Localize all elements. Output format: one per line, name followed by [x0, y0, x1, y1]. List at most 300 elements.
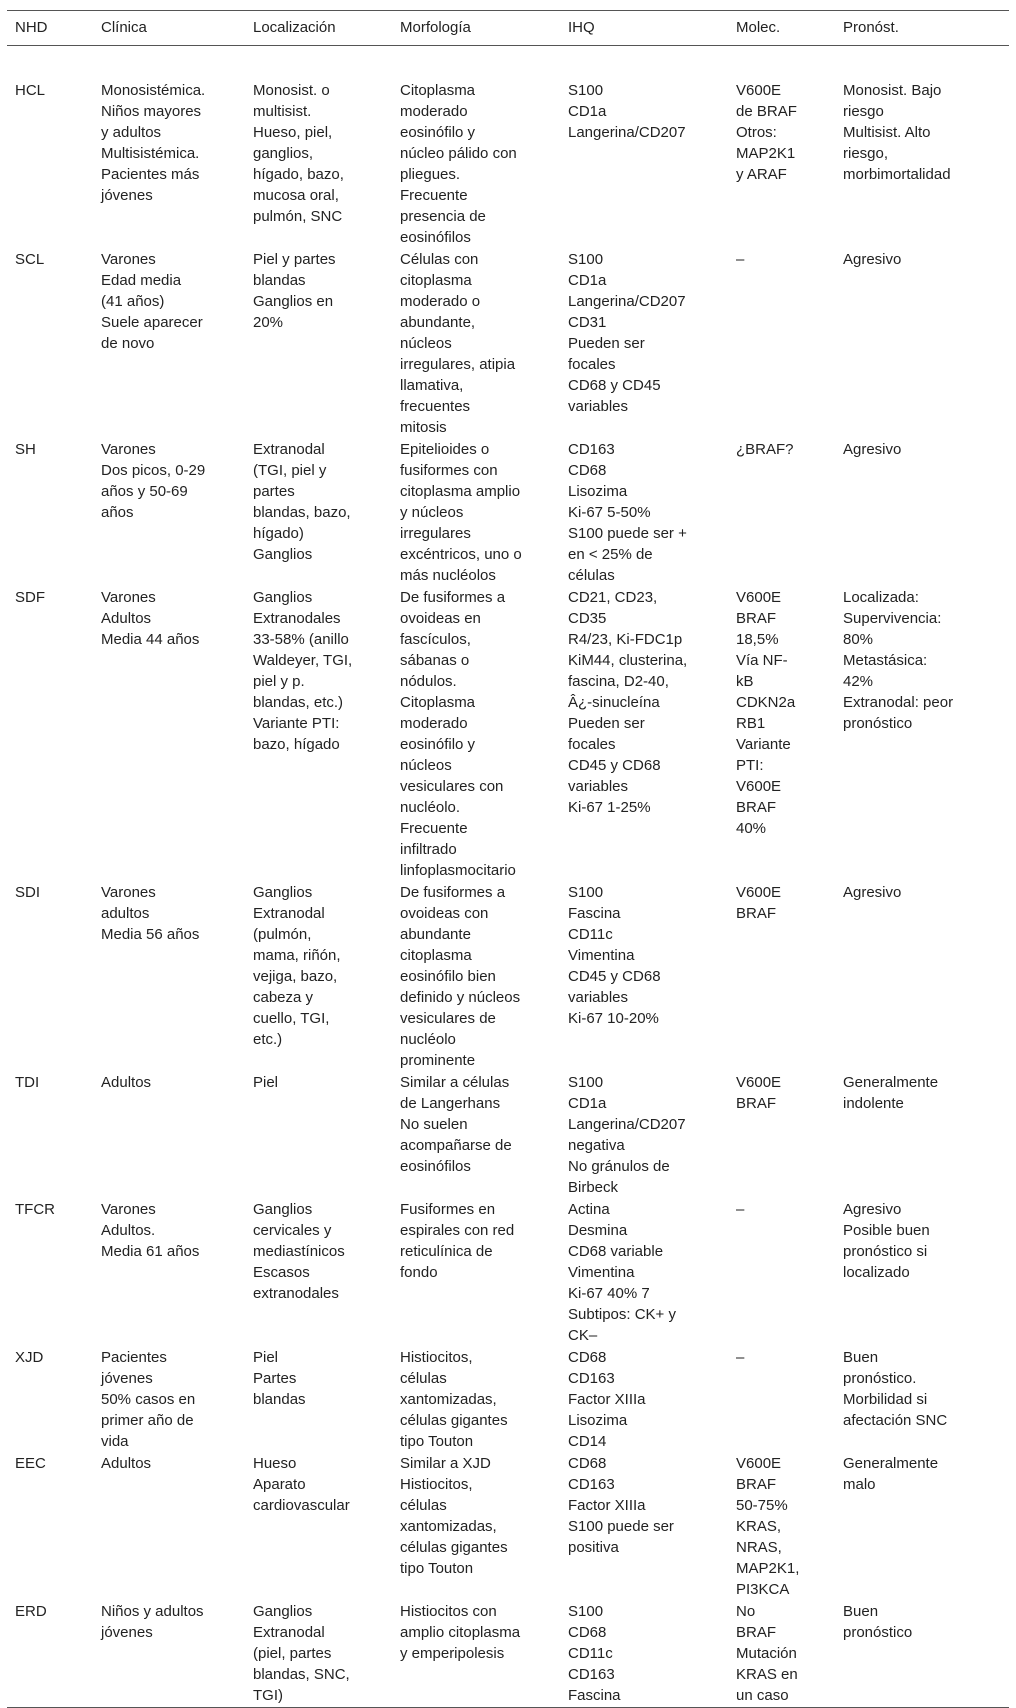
cell-clinica	[93, 1453, 245, 1601]
cell-line: No suelen	[400, 1116, 468, 1133]
cell-line: Suele aparecer	[101, 314, 203, 331]
cell-line: TGI)	[253, 1687, 283, 1704]
cell-line: Monosistémica.	[101, 82, 206, 99]
cell-line: CD163	[568, 441, 615, 458]
cell-line: en < 25% de	[568, 546, 653, 563]
cell-line: KRAS en	[736, 1666, 798, 1683]
cell-line: Factor XIIIa	[568, 1391, 646, 1408]
cell-line: y ARAF	[736, 166, 787, 183]
cell-ihq	[560, 1601, 728, 1708]
cell-line: Hueso	[253, 1455, 297, 1472]
cell-line: variables	[568, 398, 629, 415]
cell-line: Citoplasma	[400, 694, 476, 711]
cell-line: Similar a células	[400, 1074, 510, 1091]
cell-line: ¿BRAF?	[736, 441, 794, 458]
cell-line: CD163	[568, 1370, 615, 1387]
cell-line: ERD	[15, 1603, 47, 1620]
cell-line: Niños y adultos	[101, 1603, 204, 1620]
cell-line: Agresivo	[843, 441, 902, 458]
cell-nhd	[7, 249, 93, 439]
cell-line: CD11c	[568, 926, 613, 943]
cell-pronost	[835, 1199, 1009, 1347]
cell-molec	[728, 1199, 835, 1347]
cell-line: Desmina	[568, 1222, 628, 1239]
cell-line: citoplasma	[400, 947, 472, 964]
cell-clinica	[93, 439, 245, 587]
cell-line: Variante PTI:	[253, 715, 340, 732]
cell-line: fondo	[400, 1264, 438, 1281]
cell-line: S100	[568, 1603, 604, 1620]
cell-nhd	[7, 1072, 93, 1199]
cell-nhd	[7, 1199, 93, 1347]
cell-line: Langerina/CD207	[568, 1116, 686, 1133]
cell-line: Similar a XJD	[400, 1455, 491, 1472]
cell-line: Langerina/CD207	[568, 293, 686, 310]
cell-line: hígado)	[253, 525, 304, 542]
cell-line: Supervivencia:	[843, 610, 942, 627]
cell-line: Multisist. Alto	[843, 124, 931, 141]
cell-morfologia	[392, 882, 560, 1072]
histiocytic-neoplasms-table	[7, 10, 1009, 1708]
cell-ihq	[560, 1347, 728, 1453]
cell-line: cardiovascular	[253, 1497, 350, 1514]
cell-line: linfoplasmocitario	[400, 862, 516, 879]
cell-line: Edad media	[101, 272, 182, 289]
cell-line: V600E	[736, 1455, 782, 1472]
cell-line: 20%	[253, 314, 284, 331]
cell-line: bazo, hígado	[253, 736, 340, 753]
cell-line: Piel y partes	[253, 251, 336, 268]
cell-line: vesiculares con	[400, 778, 504, 795]
cell-line: Partes	[253, 1370, 297, 1387]
cell-line: prominente	[400, 1052, 476, 1069]
cell-line: pliegues.	[400, 166, 461, 183]
cell-line: BRAF	[736, 799, 777, 816]
cell-line: V600E	[736, 884, 782, 901]
cell-localizacion	[245, 587, 392, 882]
cell-morfologia	[392, 1199, 560, 1347]
cell-line: Generalmente	[843, 1074, 939, 1091]
cell-line: moderado o	[400, 293, 481, 310]
cell-line: CD35	[568, 610, 607, 627]
cell-line: reticulínica de	[400, 1243, 493, 1260]
cell-line: V600E	[736, 1074, 782, 1091]
cell-line: un caso	[736, 1687, 789, 1704]
cell-line: malo	[843, 1476, 876, 1493]
cell-line: nucléolo.	[400, 799, 461, 816]
cell-line: sábanas o	[400, 652, 470, 669]
cell-morfologia	[392, 1601, 560, 1708]
cell-line: Frecuente	[400, 820, 468, 837]
cell-line: Varones	[101, 884, 156, 901]
cell-pronost	[835, 46, 1009, 250]
cell-line: adultos	[101, 905, 150, 922]
cell-line: fusiformes con	[400, 462, 498, 479]
cell-line: CD68	[568, 462, 607, 479]
cell-line: mitosis	[400, 419, 447, 436]
header-morfologia: Morfología	[400, 19, 471, 36]
cell-line: Ganglios en	[253, 293, 334, 310]
cell-line: –	[736, 1349, 745, 1366]
cell-line: ovoideas en	[400, 610, 481, 627]
cell-line: hígado, bazo,	[253, 166, 344, 183]
cell-clinica	[93, 249, 245, 439]
cell-line: extranodales	[253, 1285, 339, 1302]
cell-line: V600E	[736, 82, 782, 99]
cell-line: Citoplasma	[400, 82, 476, 99]
cell-line: Adultos.	[101, 1222, 156, 1239]
cell-line: Extranodal	[253, 905, 325, 922]
table-row	[7, 587, 1009, 882]
cell-line: células	[400, 1497, 447, 1514]
cell-line: moderado	[400, 715, 468, 732]
cell-molec	[728, 439, 835, 587]
cell-line: cuello, TGI,	[253, 1010, 330, 1027]
cell-line: CD1a	[568, 1095, 607, 1112]
cell-molec	[728, 882, 835, 1072]
cell-nhd	[7, 46, 93, 250]
cell-line: Media 44 años	[101, 631, 200, 648]
cell-line: Factor XIIIa	[568, 1497, 646, 1514]
cell-line: CD45 y CD68	[568, 968, 661, 985]
cell-line: eosinófilos	[400, 1158, 471, 1175]
cell-line: de BRAF	[736, 103, 797, 120]
cell-nhd	[7, 882, 93, 1072]
cell-line: moderado	[400, 103, 468, 120]
cell-line: Extranodal: peor	[843, 694, 954, 711]
cell-line: eosinófilos	[400, 229, 471, 246]
cell-nhd	[7, 1601, 93, 1708]
cell-line: pronóstico	[843, 715, 913, 732]
cell-line: citoplasma	[400, 272, 472, 289]
cell-line: xantomizadas,	[400, 1391, 497, 1408]
table-row	[7, 1601, 1009, 1708]
cell-line: Agresivo	[843, 251, 902, 268]
cell-localizacion	[245, 1601, 392, 1708]
cell-morfologia	[392, 1072, 560, 1199]
cell-line: infiltrado	[400, 841, 457, 858]
cell-line: S100	[568, 251, 604, 268]
cell-line: pronóstico.	[843, 1370, 917, 1387]
cell-line: cervicales y	[253, 1222, 332, 1239]
cell-line: núcleos	[400, 335, 452, 352]
cell-line: Localizada:	[843, 589, 919, 606]
table-row	[7, 1347, 1009, 1453]
cell-line: PTI:	[736, 757, 764, 774]
cell-line: CK–	[568, 1327, 598, 1344]
cell-line: primer año de	[101, 1412, 194, 1429]
cell-line: irregulares, atipia	[400, 356, 516, 373]
cell-line: jóvenes	[101, 1370, 153, 1387]
cell-line: citoplasma amplio	[400, 483, 521, 500]
cell-line: TDI	[15, 1074, 40, 1091]
cell-line: células gigantes	[400, 1412, 508, 1429]
cell-line: excéntricos, uno o	[400, 546, 522, 563]
cell-line: mediastínicos	[253, 1243, 345, 1260]
cell-line: Lisozima	[568, 1412, 628, 1429]
cell-line: células gigantes	[400, 1539, 508, 1556]
cell-line: Varones	[101, 1201, 156, 1218]
cell-line: Histiocitos,	[400, 1476, 473, 1493]
cell-line: Ki-67 5-50%	[568, 504, 651, 521]
cell-line: Pueden ser	[568, 715, 645, 732]
cell-line: CD21, CD23,	[568, 589, 658, 606]
cell-line: BRAF	[736, 1095, 777, 1112]
cell-line: más nucléolos	[400, 567, 496, 584]
cell-line: positiva	[568, 1539, 619, 1556]
cell-line: espirales con red	[400, 1222, 515, 1239]
cell-molec	[728, 1601, 835, 1708]
cell-line: TFCR	[15, 1201, 55, 1218]
cell-line: Metastásica:	[843, 652, 928, 669]
cell-line: NRAS,	[736, 1539, 782, 1556]
cell-line: vejiga, bazo,	[253, 968, 338, 985]
cell-line: V600E	[736, 778, 782, 795]
cell-line: eosinófilo bien	[400, 968, 496, 985]
cell-line: tipo Touton	[400, 1433, 474, 1450]
cell-line: Hueso, piel,	[253, 124, 333, 141]
cell-line: Ganglios	[253, 546, 313, 563]
cell-line: 33-58% (anillo	[253, 631, 349, 648]
cell-nhd	[7, 1347, 93, 1453]
cell-line: células	[400, 1370, 447, 1387]
cell-localizacion	[245, 1072, 392, 1199]
cell-line: CD45 y CD68	[568, 757, 661, 774]
cell-molec	[728, 46, 835, 250]
cell-line: CD68	[568, 1624, 607, 1641]
cell-line: Niños mayores	[101, 103, 202, 120]
cell-line: PI3KCA	[736, 1581, 790, 1598]
cell-line: Ki-67 1-25%	[568, 799, 651, 816]
cell-line: células	[568, 567, 615, 584]
cell-line: Aparato	[253, 1476, 306, 1493]
cell-line: variables	[568, 778, 629, 795]
cell-line: Extranodales	[253, 610, 341, 627]
cell-ihq	[560, 249, 728, 439]
cell-line: jóvenes	[101, 1624, 153, 1641]
cell-pronost	[835, 1601, 1009, 1708]
cell-line: Media 61 años	[101, 1243, 200, 1260]
header-molec: Molec.	[736, 19, 781, 36]
header-ihq: IHQ	[568, 19, 595, 36]
cell-line: blandas	[253, 1391, 306, 1408]
cell-line: CD1a	[568, 272, 607, 289]
cell-line: jóvenes	[101, 187, 153, 204]
cell-line: Escasos	[253, 1264, 310, 1281]
cell-line: indolente	[843, 1095, 904, 1112]
cell-line: CD68 y CD45	[568, 377, 661, 394]
cell-line: SDI	[15, 884, 41, 901]
cell-line: fascículos,	[400, 631, 471, 648]
cell-line: 50-75%	[736, 1497, 788, 1514]
cell-line: Fascina	[568, 905, 621, 922]
cell-line: riesgo,	[843, 145, 889, 162]
cell-ihq	[560, 882, 728, 1072]
cell-line: núcleo pálido con	[400, 145, 517, 162]
cell-line: Piel	[253, 1074, 279, 1091]
table-row	[7, 46, 1009, 250]
cell-line: piel y p.	[253, 673, 305, 690]
cell-line: HCL	[15, 82, 46, 99]
cell-line: Subtipos: CK+ y	[568, 1306, 676, 1323]
cell-ihq	[560, 587, 728, 882]
cell-ihq	[560, 439, 728, 587]
cell-line: nódulos.	[400, 673, 457, 690]
cell-clinica	[93, 1199, 245, 1347]
cell-line: y emperipolesis	[400, 1645, 505, 1662]
cell-pronost	[835, 1072, 1009, 1199]
cell-line: eosinófilo y	[400, 124, 476, 141]
cell-line: Vimentina	[568, 947, 635, 964]
cell-line: No gránulos de	[568, 1158, 670, 1175]
cell-line: Morbilidad si	[843, 1391, 928, 1408]
cell-line: blandas, etc.)	[253, 694, 344, 711]
cell-line: Células con	[400, 251, 479, 268]
cell-line: KRAS,	[736, 1518, 782, 1535]
cell-line: Fascina	[568, 1687, 621, 1704]
cell-morfologia	[392, 1347, 560, 1453]
cell-line: BRAF	[736, 1476, 777, 1493]
cell-morfologia	[392, 1453, 560, 1601]
cell-line: Adultos	[101, 610, 152, 627]
cell-line: focales	[568, 736, 616, 753]
cell-line: Fusiformes en	[400, 1201, 496, 1218]
table-row	[7, 439, 1009, 587]
cell-line: S100	[568, 1074, 604, 1091]
cell-line: (41 años)	[101, 293, 165, 310]
cell-line: 80%	[843, 631, 874, 648]
cell-clinica	[93, 587, 245, 882]
cell-line: Vía NF-	[736, 652, 788, 669]
cell-line: Birbeck	[568, 1179, 619, 1196]
cell-clinica	[93, 882, 245, 1072]
cell-line: de novo	[101, 335, 155, 352]
cell-line: CD68	[568, 1455, 607, 1472]
cell-line: de Langerhans	[400, 1095, 501, 1112]
cell-line: BRAF	[736, 1624, 777, 1641]
cell-line: localizado	[843, 1264, 910, 1281]
cell-line: presencia de	[400, 208, 486, 225]
cell-line: BRAF	[736, 610, 777, 627]
cell-line: Pueden ser	[568, 335, 645, 352]
cell-line: No	[736, 1603, 756, 1620]
header-pronost: Pronóst.	[843, 19, 899, 36]
cell-line: S100	[568, 884, 604, 901]
cell-clinica	[93, 46, 245, 250]
cell-line: pulmón, SNC	[253, 208, 343, 225]
cell-localizacion	[245, 1453, 392, 1601]
header-clinica: Clínica	[101, 19, 147, 36]
cell-line: S100 puede ser	[568, 1518, 674, 1535]
cell-line: variables	[568, 989, 629, 1006]
cell-line: Histiocitos con	[400, 1603, 497, 1620]
cell-line: Extranodal	[253, 441, 325, 458]
cell-line: XJD	[15, 1349, 44, 1366]
cell-line: mucosa oral,	[253, 187, 339, 204]
cell-line: eosinófilo y	[400, 736, 476, 753]
cell-line: pronóstico	[843, 1624, 913, 1641]
cell-line: SCL	[15, 251, 45, 268]
cell-morfologia	[392, 249, 560, 439]
cell-line: Adultos	[101, 1455, 152, 1472]
cell-line: xantomizadas,	[400, 1518, 497, 1535]
cell-line: Media 56 años	[101, 926, 200, 943]
cell-localizacion	[245, 1199, 392, 1347]
cell-line: Histiocitos,	[400, 1349, 473, 1366]
cell-line: CD11c	[568, 1645, 613, 1662]
cell-molec	[728, 249, 835, 439]
cell-line: EEC	[15, 1455, 46, 1472]
cell-line: abundante,	[400, 314, 476, 331]
cell-line: morbimortalidad	[843, 166, 951, 183]
cell-line: Variante	[736, 736, 791, 753]
cell-line: mama, riñón,	[253, 947, 341, 964]
header-localizacion: Localización	[253, 19, 336, 36]
cell-line: Actina	[568, 1201, 610, 1218]
cell-line: De fusiformes a	[400, 884, 506, 901]
cell-line: Ganglios	[253, 589, 313, 606]
cell-molec	[728, 587, 835, 882]
cell-line: Â¿-sinucleína	[568, 694, 660, 711]
cell-line: KiM44, clusterina,	[568, 652, 688, 669]
table-body	[7, 46, 1009, 1708]
cell-line: MAP2K1,	[736, 1560, 800, 1577]
cell-morfologia	[392, 439, 560, 587]
cell-line: Buen	[843, 1349, 879, 1366]
table-row	[7, 1453, 1009, 1601]
cell-morfologia	[392, 46, 560, 250]
cell-line: Agresivo	[843, 1201, 902, 1218]
cell-pronost	[835, 439, 1009, 587]
cell-line: vida	[101, 1433, 129, 1450]
cell-line: focales	[568, 356, 616, 373]
cell-morfologia	[392, 587, 560, 882]
cell-line: afectación SNC	[843, 1412, 948, 1429]
cell-line: 40%	[736, 820, 767, 837]
cell-line: ovoideas con	[400, 905, 489, 922]
cell-line: llamativa,	[400, 377, 464, 394]
cell-line: años	[101, 504, 134, 521]
cell-line: Mutación	[736, 1645, 797, 1662]
cell-line: Pacientes	[101, 1349, 167, 1366]
cell-line: V600E	[736, 589, 782, 606]
cell-line: Monosist. Bajo	[843, 82, 942, 99]
cell-line: Multisistémica.	[101, 145, 200, 162]
table-row	[7, 1072, 1009, 1199]
cell-line: Epitelioides o	[400, 441, 490, 458]
table-row	[7, 1199, 1009, 1347]
cell-line: Lisozima	[568, 483, 628, 500]
cell-ihq	[560, 46, 728, 250]
cell-localizacion	[245, 46, 392, 250]
cell-line: acompañarse de	[400, 1137, 512, 1154]
cell-line: frecuentes	[400, 398, 471, 415]
cell-line: ganglios,	[253, 145, 314, 162]
cell-line: negativa	[568, 1137, 625, 1154]
cell-line: CD68 variable	[568, 1243, 664, 1260]
cell-clinica	[93, 1072, 245, 1199]
cell-line: Dos picos, 0-29	[101, 462, 206, 479]
cell-line: amplio citoplasma	[400, 1624, 521, 1641]
cell-line: cabeza y	[253, 989, 314, 1006]
cell-localizacion	[245, 439, 392, 587]
cell-line: núcleos	[400, 757, 452, 774]
cell-line: Varones	[101, 589, 156, 606]
cell-line: 50% casos en	[101, 1391, 196, 1408]
cell-line: y adultos	[101, 124, 162, 141]
cell-line: S100	[568, 82, 604, 99]
cell-line: etc.)	[253, 1031, 283, 1048]
